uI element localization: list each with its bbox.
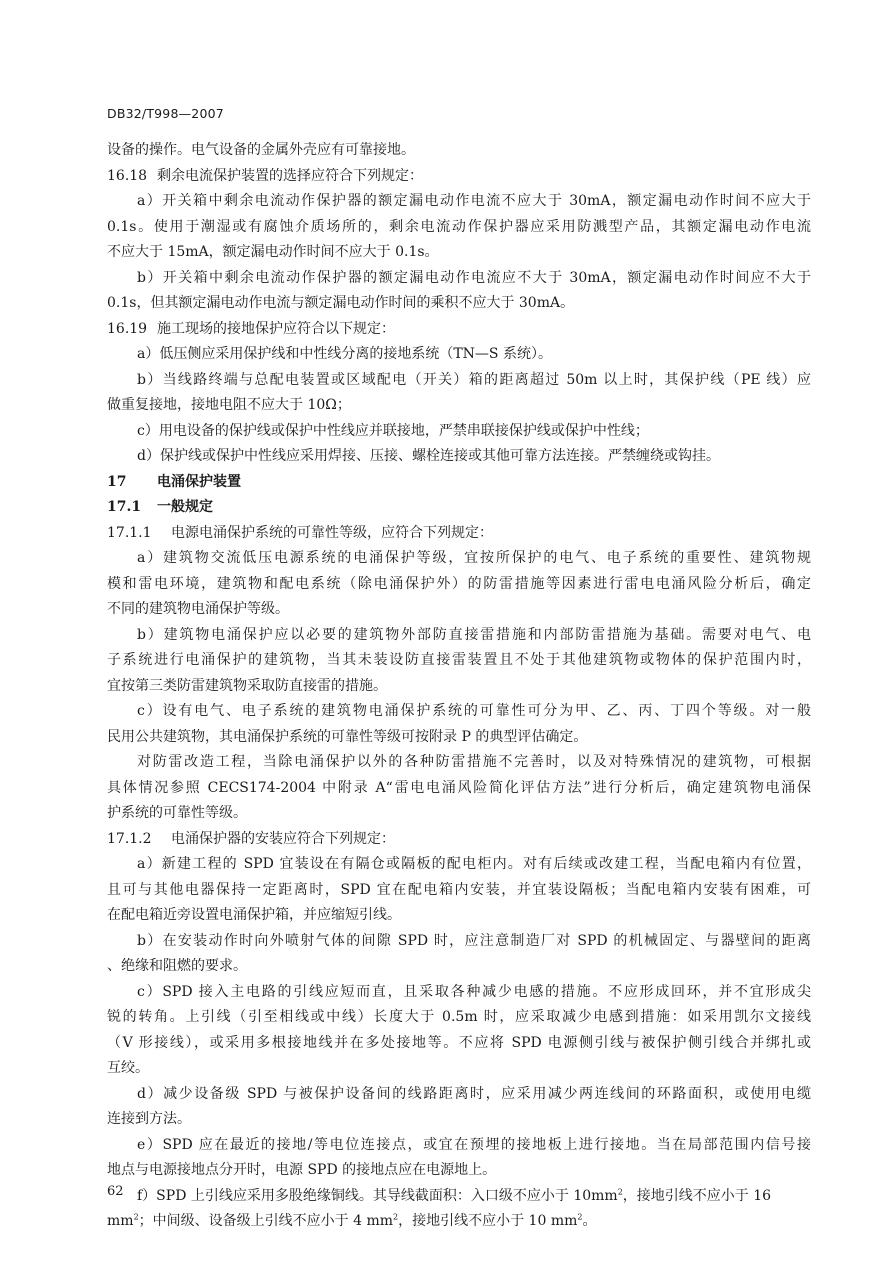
clause-heading-16-19: [107, 317, 811, 343]
text-line: 具体情况参照 CECS174-2004 中附录 A“雷电电涌风险简化评估方法”进行分析后，确定建筑物电涌保: [107, 779, 811, 796]
text-line: b）当线路终端与总配电装置或区域配电（开关）箱的距离超过 50m 以上时，其保护线（PE 线）应: [137, 371, 811, 388]
page-number: 62: [107, 1184, 124, 1199]
text-line: 0.1s。使用于潮湿或有腐蚀介质场所的，剩余电流动作保护器应采用防溅型产品，其额定漏电动作电流: [107, 218, 811, 235]
text-line: 宜按第三类防雷建筑物采取防直接雷的措施。: [107, 677, 387, 694]
text-line: b）在安装动作时向外喷射气体的间隙 SPD 时，应注意制造厂对 SPD 的机械固定、与器壁间的距离: [137, 932, 811, 949]
clause-title: 剩余电流保护装置的选择应符合下列规定：: [157, 167, 423, 184]
text-line: c）用电设备的保护线或保护中性线应并联接地，严禁串联接保护线或保护中性线；: [137, 422, 649, 439]
section-number: 17: [107, 473, 127, 490]
superscript: 2: [393, 1212, 399, 1222]
text-line: e）SPD 应在最近的接地/等电位连接点，或宜在预埋的接地板上进行接地。当在局部范围内信号接: [137, 1136, 811, 1153]
text-line: 子系统进行电涌保护的建筑物，当其未装设防直接雷装置且不处于其他建筑物或物体的保护范围内时，: [107, 652, 811, 668]
text-line: 设备的操作。电气设备的金属外壳应有可靠接地。: [107, 142, 415, 158]
section-heading-17-1: [107, 495, 811, 521]
text-line: [107, 1184, 811, 1210]
text-line: 不同的建筑物电涌保护等级。: [107, 601, 289, 617]
text-line: （V 形接线），或采用多根接地线并在多处接地等。不应将 SPD 电源侧引线与被保护侧引线合并绑扎或: [107, 1034, 811, 1051]
superscript: 2: [133, 1212, 139, 1222]
standard-code-header: DB32/T998—2007: [107, 106, 224, 121]
text-line: 护系统的可靠性等级。: [107, 805, 247, 821]
text-line: 连接到方法。: [107, 1111, 191, 1127]
text-line: 且可与其他电器保持一定距离时，SPD 宜在配电箱内安装，并宜装设隔板；当配电箱内安装有困难，可: [107, 881, 811, 898]
text-line: d）减少设备级 SPD 与被保护设备间的线路距离时，应采用减少两连线间的环路面积，或使用电缆: [137, 1085, 811, 1102]
section-title: 电涌保护装置: [157, 473, 241, 490]
clause-number: 16.19: [107, 320, 148, 337]
text-line: b）开关箱中剩余电流动作保护器的额定漏电动作电流应不大于 30mA，额定漏电动作时间应不大于: [137, 269, 811, 286]
clause-title: 电涌保护器的安装应符合下列规定：: [171, 830, 395, 847]
superscript: 2: [617, 1186, 623, 1196]
section-title: 一般规定: [157, 499, 213, 515]
text-line: a）建筑物交流低压电源系统的电涌保护等级，宜按所保护的电气、电子系统的重要性、建筑物规: [137, 550, 811, 566]
text-line: 锐的转角。上引线（引至相线或中线）长度大于 0.5m 时，应采取减少电感到措施：如采用凯尔文接线: [107, 1009, 811, 1025]
clause-heading-17-1-1: [107, 521, 811, 547]
text-line: a）新建工程的 SPD 宜装设在有隔仓或隔板的配电柜内。对有后续或改建工程，当配电箱内有位置，: [137, 856, 811, 872]
clause-heading-17-1-2: [107, 827, 811, 853]
text-fragment: 。: [582, 1213, 597, 1229]
section-heading-17: [107, 470, 811, 496]
text-line: 0.1s，但其额定漏电动作电流与额定漏电动作时间的乘积不应大于 30mA。: [107, 295, 575, 311]
text-line: d）保护线或保护中性线应采用焊接、压接、螺栓连接或其他可靠方法连接。严禁缠绕或钩挂。: [137, 448, 720, 464]
clause-title: 电源电涌保护系统的可靠性等级，应符合下列规定：: [171, 524, 493, 541]
text-line: a）开关箱中剩余电流动作保护器的额定漏电动作电流不应大于 30mA，额定漏电动作时间不应大于: [137, 193, 811, 209]
text-line: c）设有电气、电子系统的建筑物电涌保护系统的可靠性可分为甲、乙、丙、丁四个等级。对一般: [137, 703, 811, 719]
text-fragment: ，接地引线不应小于 16: [622, 1187, 772, 1204]
text-line: c）SPD 接入主电路的引线应短而直，且采取各种减少电感的措施。不应形成回环，并不宜形成尖: [137, 983, 811, 1000]
text-line: a）低压侧应采用保护线和中性线分离的接地系统（TN—S 系统）。: [137, 346, 552, 362]
clause-title: 施工现场的接地保护应符合以下规定：: [157, 320, 395, 337]
superscript: 2: [577, 1212, 583, 1222]
clause-heading-16-18: [107, 164, 811, 190]
text-fragment: mm: [107, 1213, 134, 1229]
text-fragment: f）SPD 上引线应采用多股绝缘铜线。其导线截面积：入口级不应小于 10mm: [137, 1187, 618, 1204]
text-line: 对防雷改造工程，当除电涌保护以外的各种防雷措施不完善时，以及对特殊情况的建筑物，可根据: [137, 754, 811, 770]
text-line: 模和雷电环境，建筑物和配电系统（除电涌保护外）的防雷措施等因素进行雷电电涌风险分析后，确定: [107, 575, 811, 592]
text-line: b）建筑物电涌保护应以必要的建筑物外部防直接雷措施和内部防雷措施为基础。需要对电气、电: [137, 626, 811, 643]
text-line: 地点与电源接地点分开时，电源 SPD 的接地点应在电源地上。: [107, 1162, 497, 1178]
text-line: 民用公共建筑物，其电涌保护系统的可靠性等级可按附录 P 的典型评估确定。: [107, 728, 588, 745]
text-line: 做重复接地，接地电阻不应大于 10Ω；: [107, 397, 351, 413]
section-number: 17.1: [107, 499, 142, 515]
clause-number: 16.18: [107, 167, 148, 184]
text-line: 、绝缘和阻燃的要求。: [107, 958, 247, 974]
document-body: [107, 138, 811, 1235]
text-fragment: ；中间级、设备级上引线不应小于 4 mm: [138, 1213, 394, 1229]
text-line: 互绞。: [107, 1060, 149, 1076]
text-line: 在配电箱近旁设置电涌保护箱，并应缩短引线。: [107, 907, 401, 923]
clause-number: 17.1.2: [107, 830, 152, 847]
clause-number: 17.1.1: [107, 524, 152, 541]
text-line: [107, 1209, 811, 1235]
text-line: 不应大于 15mA，额定漏电动作时间不应大于 0.1s。: [107, 244, 439, 260]
text-fragment: ，接地引线不应小于 10 mm: [398, 1213, 578, 1229]
